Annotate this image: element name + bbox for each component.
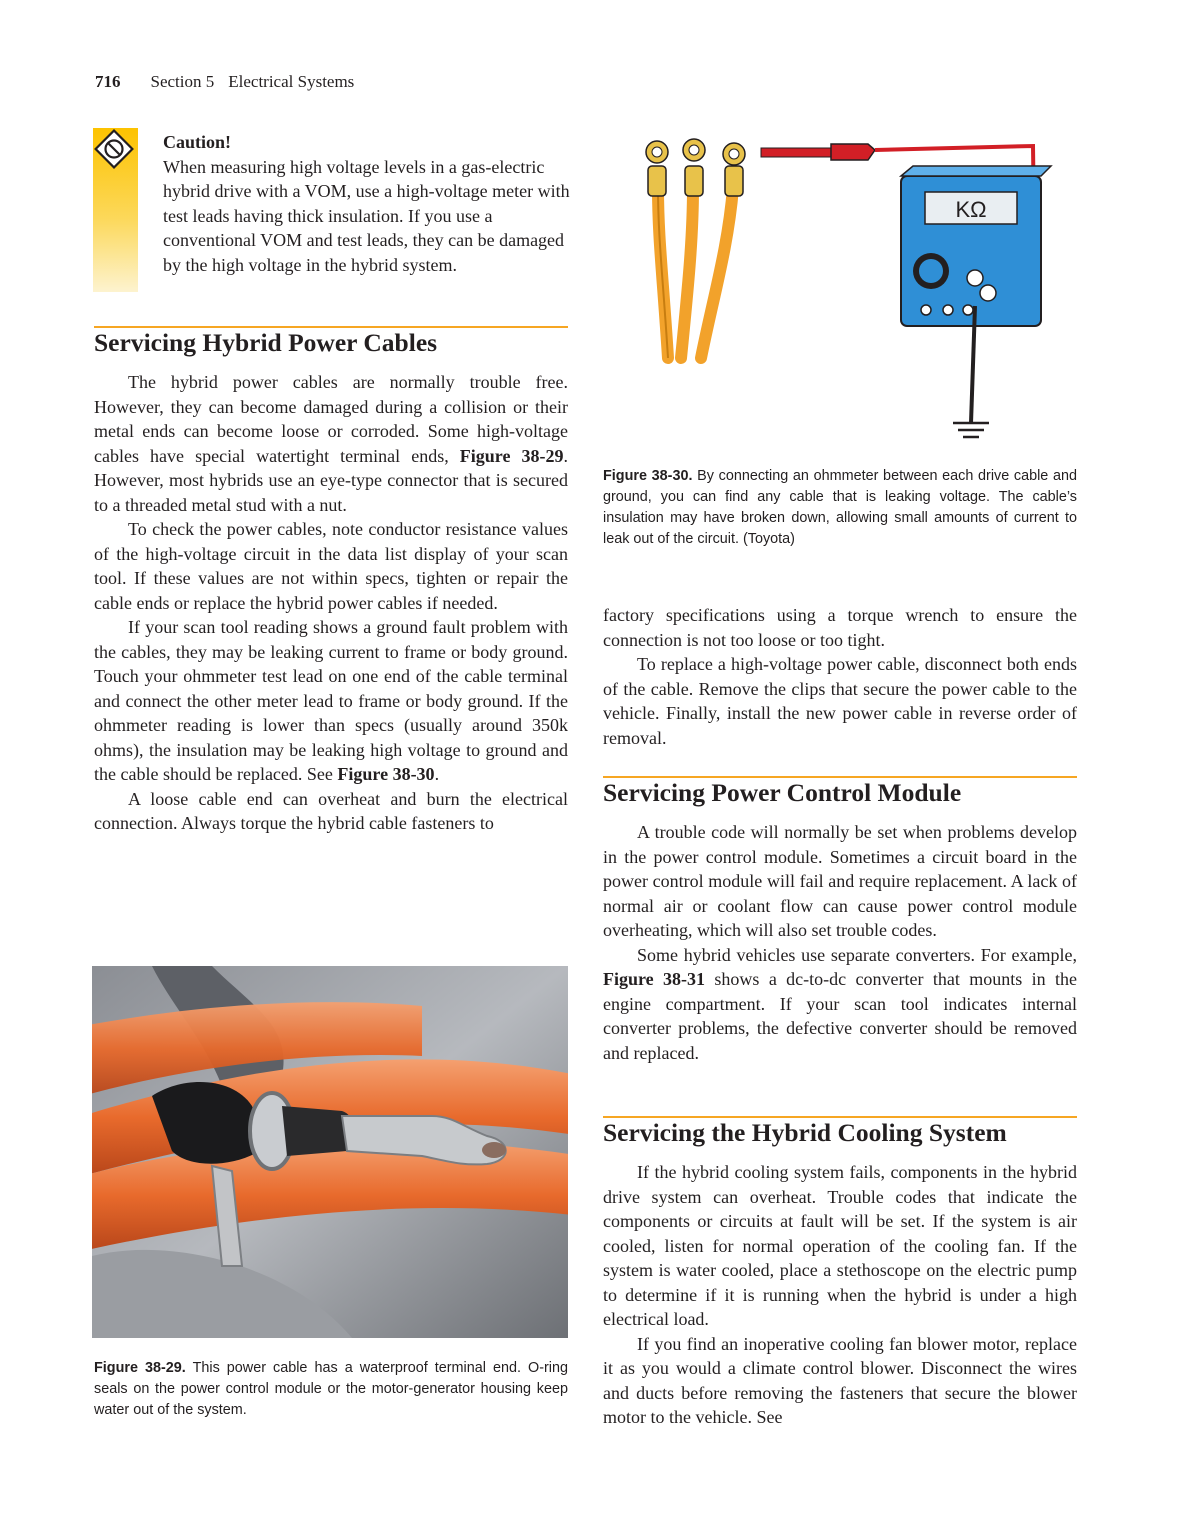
figure-38-30-illustration [603, 128, 1077, 448]
meter-display-text: KΩ [955, 197, 987, 222]
heading-cables: Servicing Hybrid Power Cables [94, 328, 438, 357]
section-label: Section 5 [150, 72, 215, 91]
paragraph: A loose cable end can overheat and burn the electrical connection. Always torque the hybrid cable fasteners to [94, 788, 568, 833]
paragraph: factory specifications using a torque wrench to ensure the connection is not too loose or too tight. [603, 605, 1077, 650]
paragraph: Some hybrid vehicles use separate converters. For example, Figure 38-31 shows a dc-to-dc converter that mounts in the engine compartment. If your scan tool indicates internal converter problems, the defective converter should be removed and replaced. [603, 944, 1078, 1063]
heading-cooling: Servicing the Hybrid Cooling System [603, 1118, 1007, 1147]
heading-pcm: Servicing Power Control Module [603, 778, 962, 807]
running-header [95, 72, 354, 92]
figure-38-29-photo [92, 966, 568, 1338]
page-number: 716 [95, 72, 121, 91]
figure-label: Figure 38-30. [603, 468, 693, 484]
cooling-text [603, 1160, 1077, 1430]
figure-ref: Figure 38-31 [603, 969, 706, 989]
section-title: Electrical Systems [228, 72, 355, 91]
paragraph: If the hybrid cooling system fails, components in the hybrid drive system can overheat. Trouble codes that indicate the components or circuits at fault will be set. If the system is air cooled, listen for normal operation of the cooling fan. If the system is water cooled, place a stethoscope on the electric pump to determine if it is running when the hybrid is under a high electrical load. [603, 1162, 1077, 1329]
column-right-text [603, 603, 1077, 750]
caution-body: When measuring high voltage levels in a gas-electric hybrid drive with a VOM, use a high-voltage meter with test leads having thick insulation. If you use a conventional VOM and test leads, they can be damaged by the high voltage in the hybrid system. [163, 156, 570, 275]
paragraph: A trouble code will normally be set when problems develop in the power control module. Sometimes a circuit board in the power control module will fail and require replacement. A lack of normal air or coolant flow can cause power control module overheating, which will also set trouble codes. [603, 822, 1077, 940]
paragraph: To replace a high-voltage power cable, disconnect both ends of the cable. Remove the clips that secure the power cable to the vehicle. Finally, install the new power cable in reverse order of removal. [603, 654, 1077, 748]
paragraph: If you find an inoperative cooling fan blower motor, replace it as you would a climate control blower. Disconnect the wires and ducts before removing the fasteners that secure the blower motor to the vehicle. See [603, 1333, 1077, 1427]
figure-ref: Figure 38-29 [459, 445, 564, 466]
figure-label: Figure 38-29. [94, 1360, 186, 1376]
column-left-text [94, 370, 568, 836]
pcm-text [603, 820, 1077, 1065]
caution-icon [93, 128, 138, 178]
caution-note [163, 130, 573, 278]
figure-38-29-caption: Figure 38-29. This power cable has a waterproof terminal end. O-ring seals on the power control module or the motor-generator housing keep water out of the system. [94, 1360, 568, 1418]
paragraph: To check the power cables, note conductor resistance values of the high-voltage circuit in the data list display of your scan tool. If these values are not within specs, tighten or repair the cable ends or replace the hybrid power cables if needed. [94, 519, 568, 613]
figure-38-30-caption: Figure 38-30. By connecting an ohmmeter between each drive cable and ground, you can find any cable that is leaking voltage. The cable’s insulation may have broken down, allowing small amounts of current to leak out of the circuit. (Toyota) [603, 468, 1078, 547]
paragraph: The hybrid power cables are normally trouble free. However, they can become damaged during a collision or their metal ends can become loose or corroded. Some high-voltage cables have special watertight terminal ends, Figure 38-29. However, most hybrids use an eye-type connector that is secured to a threaded metal stud with a nut. [94, 372, 569, 515]
figure-ref: Figure 38-30 [337, 764, 435, 784]
paragraph: If your scan tool reading shows a ground fault problem with the cables, they may be leaking current to frame or body ground. Touch your ohmmeter test lead on one end of the cable terminal and connect the other meter lead to frame or body ground. If the ohmmeter reading is lower than specs (usually around 350k ohms), the insulation may be leaking high voltage to ground and the cable should be replaced. See Figure 38-30. [94, 617, 568, 784]
caution-title: Caution! [163, 132, 232, 152]
